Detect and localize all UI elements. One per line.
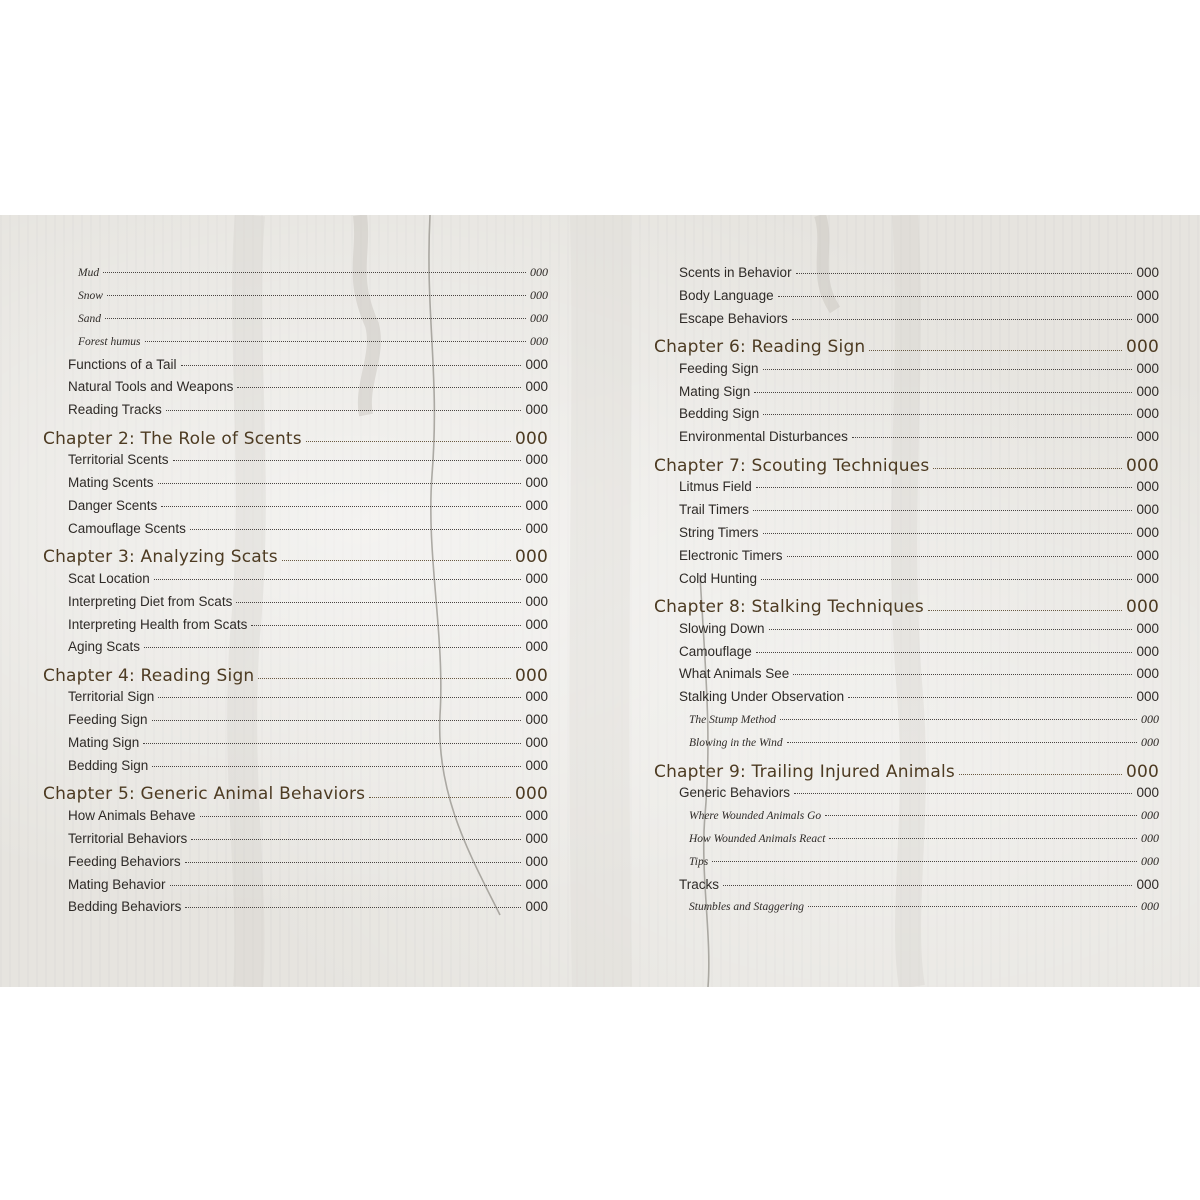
dot-leader [161, 506, 521, 507]
toc-page-number: 000 [1141, 853, 1159, 868]
dot-leader [185, 907, 521, 908]
toc-section-entry [654, 311, 1159, 334]
dot-leader [144, 647, 521, 648]
dot-leader [787, 556, 1133, 557]
toc-subsection-entry [43, 311, 548, 334]
toc-section-entry [654, 571, 1159, 594]
toc-page-number: 000 [1136, 547, 1159, 563]
toc-page-number: 000 [525, 876, 548, 892]
dot-leader [769, 629, 1133, 630]
dot-leader [152, 720, 522, 721]
toc-entry-label: Stumbles and Staggering [689, 901, 804, 914]
toc-chapter-entry [43, 781, 548, 808]
toc-entry-label: Cold Hunting [679, 570, 758, 586]
dot-leader [780, 719, 1137, 720]
toc-entry-label: Environmental Disturbances [679, 429, 848, 445]
toc-page-number: 000 [1125, 761, 1159, 782]
dot-leader [369, 797, 511, 798]
toc-entry-label: Feeding Behaviors [68, 853, 181, 869]
toc-section-entry [43, 571, 548, 594]
toc-entry-label: Reading Tracks [68, 402, 162, 418]
toc-entry-label: Snow [78, 289, 103, 302]
dot-leader [778, 296, 1133, 297]
toc-page-number: 000 [1136, 620, 1159, 636]
dot-leader [103, 272, 526, 273]
toc-entry-label: Scents in Behavior [679, 265, 792, 280]
toc-section-entry [654, 406, 1159, 429]
toc-page-number: 000 [1141, 899, 1159, 914]
toc-entry-label: Feeding Sign [679, 360, 759, 376]
toc-page-number: 000 [1136, 785, 1159, 801]
toc-entry-label: String Timers [679, 525, 759, 541]
dot-leader [145, 341, 526, 342]
toc-entry-label: Interpreting Health from Scats [68, 616, 248, 632]
toc-page-number: 000 [1141, 712, 1159, 727]
toc-section-entry [654, 479, 1159, 502]
dot-leader [852, 437, 1133, 438]
toc-page-number: 000 [530, 333, 548, 348]
toc-page-number: 000 [1136, 265, 1159, 280]
toc-section-entry [43, 712, 548, 735]
toc-page-number: 000 [525, 712, 548, 728]
toc-page-number: 000 [1136, 643, 1159, 659]
dot-leader [756, 487, 1133, 488]
toc-page-number: 000 [525, 616, 548, 632]
toc-entry-label: Litmus Field [679, 479, 752, 495]
dot-leader [793, 674, 1132, 675]
dot-leader [754, 392, 1132, 393]
toc-page-number: 000 [525, 452, 548, 468]
toc-entry-label: Scat Location [68, 570, 150, 586]
toc-page-number: 000 [530, 310, 548, 325]
toc-page-number: 000 [514, 428, 548, 449]
toc-entry-label: Territorial Behaviors [68, 830, 188, 846]
toc-entry-label: Tracks [679, 876, 719, 892]
toc-section-entry [654, 877, 1159, 900]
dot-leader [105, 318, 526, 319]
toc-page-number: 000 [514, 665, 548, 686]
toc-page-number: 000 [1136, 525, 1159, 541]
dot-leader [190, 529, 522, 530]
toc-page-number: 000 [525, 356, 548, 372]
toc-entry-label: Chapter 8: Stalking Techniques [654, 597, 924, 618]
toc-entry-label: Territorial Scents [68, 452, 169, 468]
toc-page-number: 000 [525, 379, 548, 395]
toc-subsection-entry [654, 808, 1159, 831]
toc-entry-label: Mating Sign [68, 735, 140, 751]
toc-page-number: 000 [525, 402, 548, 418]
toc-subsection-entry [654, 712, 1159, 735]
dot-leader [787, 742, 1137, 743]
toc-entry-label: Bedding Behaviors [68, 899, 182, 915]
toc-page-number: 000 [1125, 455, 1159, 476]
toc-section-entry [43, 521, 548, 544]
dot-leader [143, 743, 521, 744]
dot-leader [794, 793, 1132, 794]
toc-entry-label: What Animals See [679, 666, 790, 682]
toc-entry-label: Generic Behaviors [679, 785, 791, 801]
dot-leader [761, 579, 1132, 580]
toc-entry-label: Stalking Under Observation [679, 689, 845, 705]
dot-leader [306, 441, 511, 442]
toc-chapter-entry [654, 594, 1159, 621]
toc-entry-label: Forest humus [78, 335, 141, 348]
toc-entry-label: Mating Behavior [68, 876, 166, 892]
toc-page-number: 000 [525, 475, 548, 491]
toc-page-number: 000 [1136, 570, 1159, 586]
toc-subsection-entry [43, 334, 548, 357]
toc-entry-label: How Animals Behave [68, 807, 196, 823]
dot-leader [792, 319, 1133, 320]
toc-page-number: 000 [525, 758, 548, 774]
dot-leader [200, 816, 522, 817]
toc-section-entry [43, 899, 548, 922]
toc-page-number: 000 [1141, 830, 1159, 845]
toc-page-number: 000 [1136, 310, 1159, 326]
toc-page-number: 000 [1136, 406, 1159, 422]
dot-leader [158, 483, 522, 484]
toc-section-entry [654, 384, 1159, 407]
toc-entry-label: Blowing in the Wind [689, 737, 783, 750]
toc-page-number: 000 [525, 498, 548, 514]
toc-section-entry [43, 498, 548, 521]
toc-section-entry [654, 361, 1159, 384]
toc-page-number: 000 [1125, 597, 1159, 618]
toc-section-entry [43, 475, 548, 498]
toc-entry-label: Slowing Down [679, 620, 765, 636]
toc-entry-label: Territorial Sign [68, 689, 155, 705]
toc-section-entry [43, 617, 548, 640]
toc-entry-label: Sand [78, 312, 101, 325]
toc-section-entry [43, 735, 548, 758]
toc-chapter-entry [654, 452, 1159, 479]
toc-entry-label: Camouflage [679, 643, 752, 659]
toc-entry-label: Feeding Sign [68, 712, 148, 728]
toc-page-number: 000 [1136, 479, 1159, 495]
dot-leader [756, 652, 1133, 653]
toc-section-entry [43, 808, 548, 831]
toc-section-entry [43, 379, 548, 402]
toc-entry-label: The Stump Method [689, 714, 776, 727]
toc-page-number: 000 [1136, 429, 1159, 445]
toc-entry-label: Mating Scents [68, 475, 154, 491]
dot-leader [723, 885, 1132, 886]
dot-leader [236, 602, 521, 603]
toc-page-number: 000 [525, 735, 548, 751]
toc-section-entry [654, 666, 1159, 689]
toc-entry-label: Bedding Sign [68, 758, 149, 774]
toc-section-entry [654, 525, 1159, 548]
toc-entry-label: Electronic Timers [679, 547, 783, 563]
toc-page-number: 000 [1136, 666, 1159, 682]
dot-leader [181, 365, 522, 366]
toc-entry-label: Chapter 2: The Role of Scents [43, 428, 302, 449]
toc-page-number: 000 [1141, 735, 1159, 750]
toc-entry-label: Where Wounded Animals Go [689, 809, 822, 822]
toc-page-number: 000 [1136, 383, 1159, 399]
toc-subsection-entry [43, 288, 548, 311]
toc-entry-label: Chapter 6: Reading Sign [654, 337, 866, 358]
toc-entry-label: Bedding Sign [679, 406, 760, 422]
toc-page-number: 000 [525, 899, 548, 915]
toc-entry-label: Trail Timers [679, 502, 749, 518]
toc-page-number: 000 [525, 593, 548, 609]
toc-page-number: 000 [1136, 876, 1159, 892]
toc-section-entry [654, 429, 1159, 452]
toc-entry-label: Chapter 9: Trailing Injured Animals [654, 761, 955, 782]
toc-entry-label: How Wounded Animals React [689, 832, 826, 845]
toc-page-number: 000 [514, 784, 548, 805]
toc-page-number: 000 [525, 520, 548, 536]
dot-leader [928, 610, 1122, 611]
toc-chapter-entry [654, 334, 1159, 361]
dot-leader [166, 410, 522, 411]
toc-page-number: 000 [530, 287, 548, 302]
toc-section-entry [43, 402, 548, 425]
toc-page-number: 000 [525, 830, 548, 846]
dot-leader [154, 579, 522, 580]
toc-entry-label: Body Language [679, 287, 774, 303]
toc-page-number: 000 [1141, 807, 1159, 822]
dot-leader [282, 560, 511, 561]
toc-section-entry [43, 452, 548, 475]
toc-page-number: 000 [530, 265, 548, 279]
toc-section-entry [43, 758, 548, 781]
toc-section-entry [654, 548, 1159, 571]
toc-chapter-entry [43, 544, 548, 571]
toc-section-entry [654, 689, 1159, 712]
toc-chapter-entry [43, 425, 548, 452]
toc-entry-label: Chapter 5: Generic Animal Behaviors [43, 784, 366, 805]
toc-entry-label: Chapter 4: Reading Sign [43, 665, 255, 686]
toc-section-entry [654, 265, 1159, 288]
toc-section-entry [43, 877, 548, 900]
toc-page-number: 000 [525, 570, 548, 586]
book-spread [0, 215, 1200, 987]
dot-leader [959, 774, 1122, 775]
toc-page-number: 000 [525, 689, 548, 705]
toc-entry-label: Escape Behaviors [679, 310, 788, 326]
toc-entry-label: Chapter 3: Analyzing Scats [43, 547, 278, 568]
toc-page-number: 000 [525, 853, 548, 869]
toc-page-number: 000 [1136, 689, 1159, 705]
toc-entry-label: Mating Sign [679, 383, 751, 399]
dot-leader [808, 906, 1137, 907]
toc-section-entry [43, 594, 548, 617]
dot-leader [158, 697, 521, 698]
toc-page-number: 000 [514, 547, 548, 568]
dot-leader [869, 350, 1122, 351]
dot-leader [251, 625, 521, 626]
toc-section-entry [43, 831, 548, 854]
toc-section-entry [43, 639, 548, 662]
toc-page-number: 000 [1136, 287, 1159, 303]
toc-entry-label: Aging Scats [68, 639, 141, 655]
dot-leader [237, 387, 521, 388]
dot-leader [712, 861, 1137, 862]
toc-page-number: 000 [1125, 337, 1159, 358]
toc-section-entry [654, 288, 1159, 311]
dot-leader [152, 766, 521, 767]
toc-section-entry [654, 644, 1159, 667]
toc-section-entry [654, 502, 1159, 525]
toc-entry-label: Functions of a Tail [68, 356, 177, 372]
toc-page-number: 000 [525, 807, 548, 823]
dot-leader [848, 697, 1132, 698]
toc-chapter-entry [43, 662, 548, 689]
toc-entry-label: Interpreting Diet from Scats [68, 593, 233, 609]
toc-entry-label: Mud [78, 267, 100, 279]
dot-leader [933, 468, 1121, 469]
dot-leader [191, 839, 521, 840]
right-page [654, 265, 1159, 922]
dot-leader [753, 510, 1132, 511]
toc-entry-label: Camouflage Scents [68, 520, 186, 536]
toc-entry-label: Chapter 7: Scouting Techniques [654, 455, 930, 476]
dot-leader [107, 295, 526, 296]
toc-page-number: 000 [525, 639, 548, 655]
toc-entry-label: Natural Tools and Weapons [68, 379, 234, 395]
toc-page-number: 000 [1136, 360, 1159, 376]
dot-leader [185, 862, 522, 863]
dot-leader [258, 678, 511, 679]
toc-entry-label: Tips [689, 855, 709, 868]
dot-leader [763, 533, 1133, 534]
toc-subsection-entry [654, 735, 1159, 758]
grain-streak [599, 215, 602, 987]
dot-leader [763, 369, 1133, 370]
toc-subsection-entry [43, 265, 548, 288]
toc-entry-label: Danger Scents [68, 498, 158, 514]
toc-section-entry [43, 854, 548, 877]
dot-leader [170, 885, 522, 886]
dot-leader [173, 460, 522, 461]
toc-section-entry [43, 357, 548, 380]
toc-subsection-entry [654, 854, 1159, 877]
dot-leader [825, 815, 1137, 816]
toc-subsection-entry [654, 899, 1159, 922]
left-page [43, 265, 548, 922]
dot-leader [829, 838, 1137, 839]
toc-page-number: 000 [1136, 502, 1159, 518]
dot-leader [796, 273, 1133, 274]
toc-section-entry [654, 785, 1159, 808]
toc-section-entry [654, 621, 1159, 644]
dot-leader [763, 414, 1132, 415]
toc-chapter-entry [654, 758, 1159, 785]
toc-section-entry [43, 689, 548, 712]
toc-subsection-entry [654, 831, 1159, 854]
